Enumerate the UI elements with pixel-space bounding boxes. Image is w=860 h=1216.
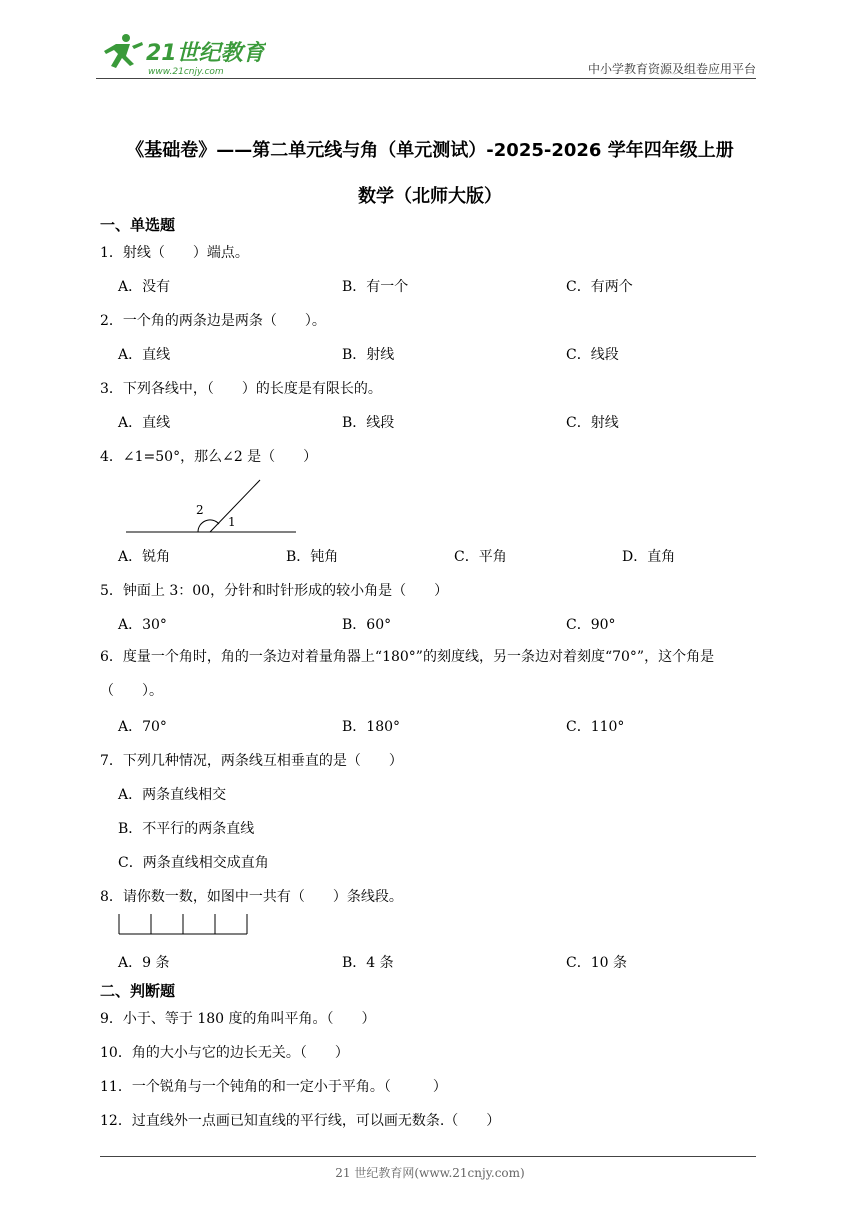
- q2-option-c: C．线段: [566, 347, 619, 363]
- q5-option-c: C．90°: [566, 617, 616, 633]
- question-8: 8．请你数一数，如图中一共有（ ）条线段。: [100, 889, 403, 905]
- q1-option-b: B．有一个: [342, 279, 409, 295]
- page-footer: 21 世纪教育网(www.21cnjy.com): [335, 1166, 525, 1180]
- q3-option-b: B．线段: [342, 415, 395, 431]
- q4-option-b: B．钝角: [286, 549, 339, 565]
- question-6: 6．度量一个角时，角的一条边对着量角器上“180°”的刻度线，另一条边对着刻度“70°”，这个角是（ ）。: [100, 649, 715, 699]
- q5-option-b: B．60°: [342, 617, 392, 633]
- q8-option-c: C．10 条: [566, 955, 627, 971]
- q7-option-a: A．两条直线相交: [118, 787, 227, 803]
- footer-divider: [100, 1156, 756, 1157]
- page-header: [96, 30, 756, 78]
- angle-label-2: 2: [196, 503, 204, 517]
- q1-option-c: C．有两个: [566, 279, 633, 295]
- question-1: 1．射线（ ）端点。: [100, 245, 249, 261]
- q2-option-b: B．射线: [342, 347, 395, 363]
- title-line-1: 《基础卷》——第二单元线与角（单元测试）-2025-2026 学年四年级上册: [126, 140, 734, 161]
- question-2: 2．一个角的两条边是两条（ ）。: [100, 313, 326, 329]
- question-7: 7．下列几种情况，两条线互相垂直的是（ ）: [100, 753, 403, 769]
- question-5: 5．钟面上 3：00，分针和时针形成的较小角是（ ）: [100, 583, 449, 599]
- q5-option-a: A．30°: [118, 617, 167, 633]
- question-12: 12．过直线外一点画已知直线的平行线，可以画无数条.（ ）: [100, 1113, 501, 1129]
- angle-figure: [120, 474, 300, 538]
- platform-label: 中小学教育资源及组卷应用平台: [587, 62, 756, 76]
- section-heading-true-false: 二、判断题: [100, 982, 176, 1000]
- logo-url: www.21cnjy.com: [148, 67, 224, 77]
- q8-option-b: B．4 条: [342, 955, 394, 971]
- q4-option-c: C．平角: [454, 549, 507, 565]
- angle-label-1: 1: [228, 515, 236, 529]
- q6-option-c: C．110°: [566, 719, 625, 735]
- q4-option-a: A．锐角: [118, 549, 171, 565]
- q7-option-c: C．两条直线相交成直角: [118, 855, 269, 871]
- section-heading-single-choice: 一、单选题: [100, 216, 176, 234]
- question-10: 10．角的大小与它的边长无关。（ ）: [100, 1045, 349, 1061]
- q4-option-d: D．直角: [622, 549, 676, 565]
- page-title: [96, 128, 764, 220]
- question-3: 3．下列各线中，（ ）的长度是有限长的。: [100, 381, 382, 397]
- q7-option-b: B．不平行的两条直线: [118, 821, 255, 837]
- header-divider: [96, 78, 756, 79]
- question-9: 9．小于、等于 180 度的角叫平角。（ ）: [100, 1011, 376, 1027]
- q3-option-a: A．直线: [118, 415, 171, 431]
- title-line-2: 数学（北师大版）: [358, 186, 502, 207]
- q1-option-a: A．没有: [118, 279, 171, 295]
- question-4: 4．∠1=50°，那么∠2 是（ ）: [100, 449, 318, 465]
- q6-option-a: A．70°: [118, 719, 167, 735]
- segment-figure: [116, 912, 252, 936]
- q2-option-a: A．直线: [118, 347, 171, 363]
- q6-option-b: B．180°: [342, 719, 401, 735]
- question-11: 11．一个锐角与一个钝角的和一定小于平角。（ ）: [100, 1079, 447, 1095]
- logo-text: 21世纪教育: [146, 41, 265, 66]
- q8-option-a: A．9 条: [118, 955, 170, 971]
- q3-option-c: C．射线: [566, 415, 619, 431]
- site-logo: [96, 30, 266, 78]
